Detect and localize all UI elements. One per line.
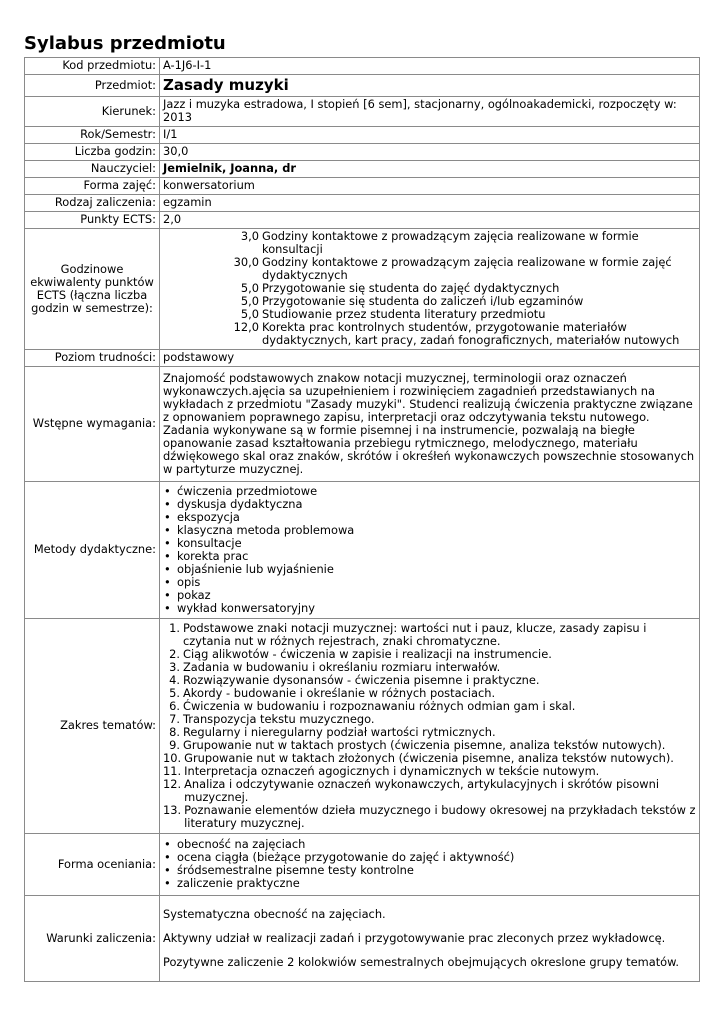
page-title: Sylabus przedmiotu	[24, 33, 226, 54]
item-text: Grupowanie nut w taktach złożonych (ćwiczenia pisemne, analiza tekstów nutowych).	[184, 750, 674, 765]
row-przedmiot	[25, 75, 700, 97]
row-kierunek	[25, 97, 700, 127]
value-kierunek: Jazz i muzyka estradowa, I stopień [6 sem], stacjonarny, ogólnoakademicki, rozpoczęty w: 2013	[160, 97, 700, 127]
item-text: Akordy - budowanie i określanie w różnych postaciach.	[183, 685, 496, 700]
row-godziny	[25, 144, 700, 161]
ects-item	[163, 256, 696, 282]
value-forma: konwersatorium	[160, 178, 700, 195]
label-wymagania: Wstępne wymagania:	[25, 367, 160, 482]
list-item	[163, 674, 696, 687]
row-ects	[25, 212, 700, 229]
label-nauczyciel: Nauczyciel:	[25, 161, 160, 178]
ects-hours: 30,0	[233, 255, 259, 269]
warunki-cell	[160, 896, 700, 982]
label-poziom: Poziom trudności:	[25, 350, 160, 367]
ects-item	[163, 230, 696, 256]
ects-text: Godziny kontaktowe z prowadzącym zajęcia realizowane w formie zajęć dydaktycznych	[262, 255, 672, 282]
warunki-paragraph: Aktywny udział w realizacji zadań i przygotowywanie prac zleconych przez wykładowcę.	[163, 930, 666, 945]
list-item: • korekta prac	[177, 550, 696, 563]
list-item: • ćwiczenia przedmiotowe	[177, 485, 696, 498]
label-ects-breakdown: Godzinowe ekwiwalenty punktów ECTS (łączna liczba godzin w semestrze):	[25, 229, 160, 350]
list-item	[163, 648, 696, 661]
ects-text: Przygotowanie się studenta do zajęć dydaktycznych	[262, 281, 560, 295]
list-item	[163, 687, 696, 700]
list-item	[163, 661, 696, 674]
item-text: Ciąg alikwotów - ćwiczenia w zapisie i realizacji na instrumencie.	[183, 646, 552, 661]
item-text: Grupowanie nut w taktach prostych (ćwiczenia pisemne, analiza tekstów nutowych).	[183, 737, 666, 752]
list-item: • zaliczenie praktyczne	[177, 877, 696, 890]
label-przedmiot: Przedmiot:	[25, 75, 160, 97]
oceniania-list	[163, 838, 696, 890]
list-item: • klasyczna metoda problemowa	[177, 524, 696, 537]
item-text: Podstawowe znaki notacji muzycznej: wartości nut i pauz, klucze, zasady zapisu i czytania nut w różnych rejestrach, znaki chromatyczne.	[183, 620, 647, 648]
list-item: • objaśnienie lub wyjaśnienie	[177, 563, 696, 576]
item-number: 7.	[169, 711, 180, 726]
list-item: • obecność na zajęciach	[177, 838, 696, 851]
syllabus-table	[24, 57, 700, 982]
list-item: • dyskusja dydaktyczna	[177, 498, 696, 511]
row-ects-breakdown	[25, 229, 700, 350]
item-number: 3.	[169, 659, 180, 674]
item-number: 2.	[169, 646, 180, 661]
zakres-list	[163, 622, 696, 830]
ects-hours: 5,0	[240, 307, 259, 321]
row-rodzaj	[25, 195, 700, 212]
ects-text: Studiowanie przez studenta literatury przedmiotu	[262, 307, 546, 321]
item-text: Rozwiązywanie dysonansów - ćwiczenia pisemne i praktyczne.	[183, 672, 540, 687]
list-item	[163, 700, 696, 713]
item-number: 4.	[169, 672, 180, 687]
item-text: Poznawanie elementów dzieła muzycznego i budowy okresowej na przykładach tekstów z literatury muzycznej.	[184, 802, 696, 830]
label-godziny: Liczba godzin:	[25, 144, 160, 161]
list-item: • opis	[177, 576, 696, 589]
metody-list-cell	[160, 482, 700, 619]
item-text: Analiza i odczytywanie oznaczeń wykonawczych, artykulacyjnych i skrótów pisowni muzycznej.	[184, 776, 659, 804]
ects-item	[163, 321, 696, 347]
row-oceniania	[25, 834, 700, 896]
value-poziom: podstawowy	[160, 350, 700, 367]
value-wymagania: Znajomość podstawowych znakow notacji muzycznej, terminologii oraz oznaczeń wykonawczych.ajęcia sa uzupełnieniem i rozwinięciem zagadnień przedstawianych na wykładach z przedmiotu "Zasady muzyki". Studenci realizują ćwiczenia praktyczne związane z opnowaniem poprawnego zapisu, interpretacji oraz odczytywania tekstu nutowego. Zadania wykonywane są w formie pisemnej i na instrumencie, pozwalają na biegłe opanowanie zasad kształtowania przebiegu rytmicznego, melodycznego, materiału dźwiękowego skal oraz znaków, skrótów i okreśłeń wykonawczych powszechnie stosowanych w partyturze muzycznej.	[160, 367, 700, 482]
list-item: • ekspozycja	[177, 511, 696, 524]
ects-text: Korekta prac kontrolnych studentów, przygotowanie materiałów dydaktycznych, kart pracy, zadań fonograficznych, materiałów nutowych	[262, 320, 680, 347]
row-wymagania	[25, 367, 700, 482]
metody-list	[163, 485, 696, 615]
item-text: Ćwiczenia w budowaniu i rozpoznawaniu różnych odmian gam i skal.	[183, 698, 576, 713]
item-number: 12.	[163, 776, 182, 791]
label-forma: Forma zajęć:	[25, 178, 160, 195]
oceniania-list-cell	[160, 834, 700, 896]
label-metody: Metody dydaktyczne:	[25, 482, 160, 619]
item-text: Transpozycja tekstu muzycznego.	[183, 711, 375, 726]
item-text: Regularny i nieregularny podział wartości rytmicznych.	[183, 724, 496, 739]
list-item	[163, 622, 696, 648]
list-item	[163, 778, 696, 804]
item-number: 8.	[169, 724, 180, 739]
ects-text: Przygotowanie się studenta do zaliczeń i/lub egzaminów	[262, 294, 584, 308]
label-warunki: Warunki zaliczenia:	[25, 896, 160, 982]
ects-hours: 5,0	[240, 294, 259, 308]
item-number: 1.	[169, 620, 180, 635]
label-kierunek: Kierunek:	[25, 97, 160, 127]
value-rodzaj: egzamin	[160, 195, 700, 212]
list-item: • śródsemestralne pisemne testy kontrolne	[177, 864, 696, 877]
ects-hours: 5,0	[240, 281, 259, 295]
label-zakres: Zakres tematów:	[25, 619, 160, 834]
label-rok: Rok/Semestr:	[25, 127, 160, 144]
label-rodzaj: Rodzaj zaliczenia:	[25, 195, 160, 212]
value-ects: 2,0	[160, 212, 700, 229]
label-kod: Kod przedmiotu:	[25, 58, 160, 75]
warunki-paragraph: Systematyczna obecność na zajęciach.	[163, 906, 386, 921]
item-number: 13.	[163, 802, 182, 817]
label-oceniania: Forma oceniania:	[25, 834, 160, 896]
list-item	[163, 713, 696, 726]
item-number: 6.	[169, 698, 180, 713]
list-item: • pokaz	[177, 589, 696, 602]
row-forma	[25, 178, 700, 195]
row-metody	[25, 482, 700, 619]
list-item	[163, 765, 696, 778]
row-kod	[25, 58, 700, 75]
list-item	[163, 752, 696, 765]
item-text: Zadania w budowaniu i określaniu rozmiaru interwałów.	[183, 659, 501, 674]
value-kod: A-1J6-I-1	[160, 58, 700, 75]
label-ects: Punkty ECTS:	[25, 212, 160, 229]
item-number: 9.	[169, 737, 180, 752]
list-item: • ocena ciągła (bieżące przygotowanie do zajęć i aktywność)	[177, 851, 696, 864]
ects-hours: 3,0	[240, 229, 259, 243]
list-item	[163, 726, 696, 739]
zakres-list-cell	[160, 619, 700, 834]
list-item: • konsultacje	[177, 537, 696, 550]
ects-breakdown-list	[160, 229, 700, 350]
row-zakres	[25, 619, 700, 834]
list-item	[163, 804, 696, 830]
row-warunki	[25, 896, 700, 982]
item-number: 5.	[169, 685, 180, 700]
warunki-paragraph: Pozytywne zaliczenie 2 kolokwiów semestralnych obejmujących okreslone grupy tematów.	[163, 954, 680, 969]
item-number: 10.	[163, 750, 182, 765]
ects-text: Godziny kontaktowe z prowadzącym zajęcia realizowane w formie konsultacji	[262, 229, 639, 256]
row-rok	[25, 127, 700, 144]
item-number: 11.	[163, 763, 182, 778]
value-godziny: 30,0	[160, 144, 700, 161]
row-poziom	[25, 350, 700, 367]
row-nauczyciel	[25, 161, 700, 178]
value-nauczyciel: Jemielnik, Joanna, dr	[160, 161, 700, 178]
list-item: • wykład konwersatoryjny	[177, 602, 696, 615]
list-item	[163, 739, 696, 752]
item-text: Interpretacja oznaczeń agogicznych i dynamicznych w tekście nutowym.	[184, 763, 600, 778]
value-rok: I/1	[160, 127, 700, 144]
value-przedmiot: Zasady muzyki	[160, 75, 700, 97]
ects-hours: 12,0	[233, 320, 259, 334]
